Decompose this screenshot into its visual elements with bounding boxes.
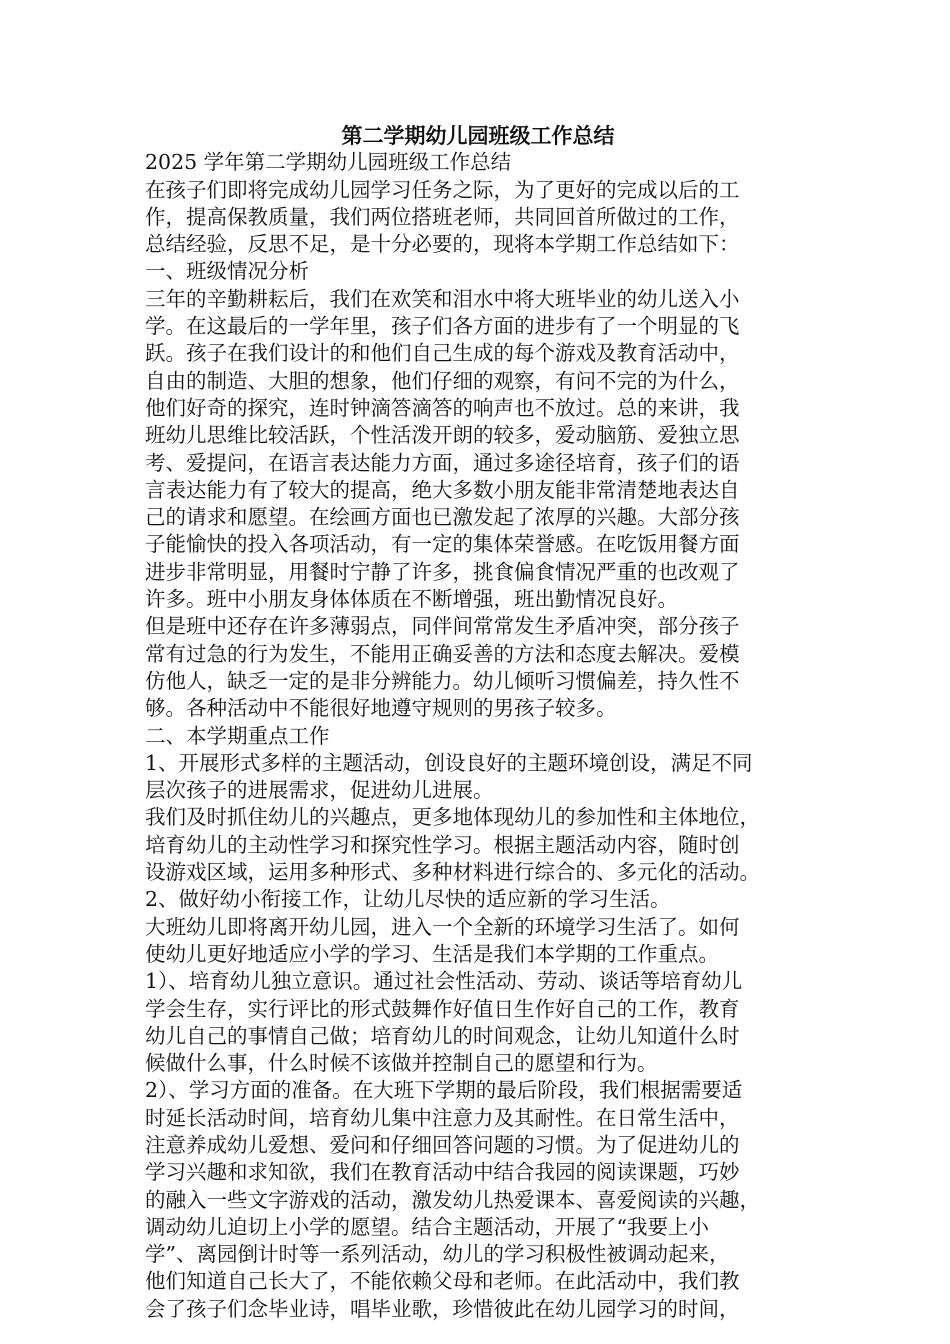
document-text [145,149,811,1323]
text-line: 的融入一些文字游戏的活动，激发幼儿热爱课本、喜爱阅读的兴趣， [145,1187,760,1212]
text-line: 幼儿自己的事情自己做；培育幼儿的时间观念，让幼儿知道什么时 [145,1023,740,1048]
text-line: 2）、学习方面的准备。在大班下学期的最后阶段，我们根据需要适 [145,1078,743,1103]
text-line: 在孩子们即将完成幼儿园学习任务之际，为了更好的完成以后的工 [145,177,740,202]
text-line: 层次孩子的进展需求，促进幼儿进展。 [145,778,494,803]
text-line: 够。各种活动中不能很好地遵守规则的男孩子较多。 [145,696,617,721]
text-line: 作，提高保教质量，我们两位搭班老师，共同回首所做过的工作， [145,204,740,229]
text-line: 言表达能力有了较大的提高，绝大多数小朋友能非常清楚地表达自 [145,477,740,502]
text-line: 1）、培育幼儿独立意识。通过社会性活动、劳动、谈话等培育幼儿 [145,969,743,994]
text-line: 进步非常明显，用餐时宁静了许多，挑食偏食情况严重的也改观了 [145,559,740,584]
text-line: 候做什么事，什么时候不该做并控制自己的愿望和行为。 [145,1051,658,1076]
text-line: 他们知道自己长大了，不能依赖父母和老师。在此活动中，我们教 [145,1269,740,1294]
text-line: 1、开展形式多样的主题活动，创设良好的主题环境创设，满足不同 [145,750,753,775]
text-line: 学。在这最后的一学年里，孩子们各方面的进步有了一个明显的飞 [145,314,740,339]
text-line: 一、班级情况分析 [145,259,309,284]
text-line: 2025 学年第二学期幼儿园班级工作总结 [145,150,512,175]
text-line: 仿他人，缺乏一定的是非分辨能力。幼儿倾听习惯偏差，持久性不 [145,668,740,693]
text-line: 二、本学期重点工作 [145,723,330,748]
text-line: 他们好奇的探究，连时钟滴答滴答的响声也不放过。总的来讲，我 [145,395,740,420]
text-line: 设游戏区域，运用多种形式、多种材料进行综合的、多元化的活动。 [145,860,760,885]
text-line: 子能愉快的投入各项活动，有一定的集体荣誉感。在吃饭用餐方面 [145,532,740,557]
text-line: 三年的辛勤耕耘后，我们在欢笑和泪水中将大班毕业的幼儿送入小 [145,286,740,311]
text-line: 培育幼儿的主动性学习和探究性学习。根据主题活动内容，随时创 [145,832,740,857]
text-line: 学会生存，实行评比的形式鼓舞作好值日生作好自己的工作，教育 [145,996,740,1021]
text-line: 学”、离园倒计时等一系列活动，幼儿的学习积极性被调动起来， [145,1242,730,1267]
document-body [145,122,811,1323]
text-line: 时延长活动时间，培育幼儿集中注意力及其耐性。在日常生活中， [145,1105,740,1130]
text-line: 我们及时抓住幼儿的兴趣点，更多地体现幼儿的参加性和主体地位， [145,805,760,830]
text-line: 常有过急的行为发生，不能用正确妥善的方法和态度去解决。爱模 [145,641,740,666]
text-line: 会了孩子们念毕业诗，唱毕业歌，珍惜彼此在幼儿园学习的时间， [145,1296,740,1321]
text-line: 调动幼儿迫切上小学的愿望。结合主题活动，开展了“我要上小 [145,1214,709,1239]
text-line: 己的请求和愿望。在绘画方面也已激发起了浓厚的兴趣。大部分孩 [145,505,740,530]
text-line: 学习兴趣和求知欲，我们在教育活动中结合我园的阅读课题，巧妙 [145,1160,740,1185]
text-line: 跃。孩子在我们设计的和他们自己生成的每个游戏及教育活动中， [145,341,740,366]
document-title: 第二学期幼儿园班级工作总结 [341,123,615,148]
text-line: 注意养成幼儿爱想、爱问和仔细回答问题的习惯。为了促进幼儿的 [145,1132,740,1157]
text-line: 2、做好幼小衔接工作，让幼儿尽快的适应新的学习生活。 [145,887,671,912]
text-line: 大班幼儿即将离开幼儿园，进入一个全新的环境学习生活了。如何 [145,914,740,939]
text-line: 班幼儿思维比较活跃，个性活泼开朗的较多，爱动脑筋、爱独立思 [145,423,740,448]
text-line: 自由的制造、大胆的想象，他们仔细的观察，有问不完的为什么， [145,368,740,393]
text-line: 总结经验，反思不足，是十分必要的，现将本学期工作总结如下： [145,232,740,257]
text-line: 许多。班中小朋友身体体质在不断增强，班出勤情况良好。 [145,587,678,612]
text-line: 考、爱提问，在语言表达能力方面，通过多途径培育，孩子们的语 [145,450,740,475]
text-line: 但是班中还存在许多薄弱点，同伴间常常发生矛盾冲突，部分孩子 [145,614,740,639]
text-line: 使幼儿更好地适应小学的学习、生活是我们本学期的工作重点。 [145,941,719,966]
